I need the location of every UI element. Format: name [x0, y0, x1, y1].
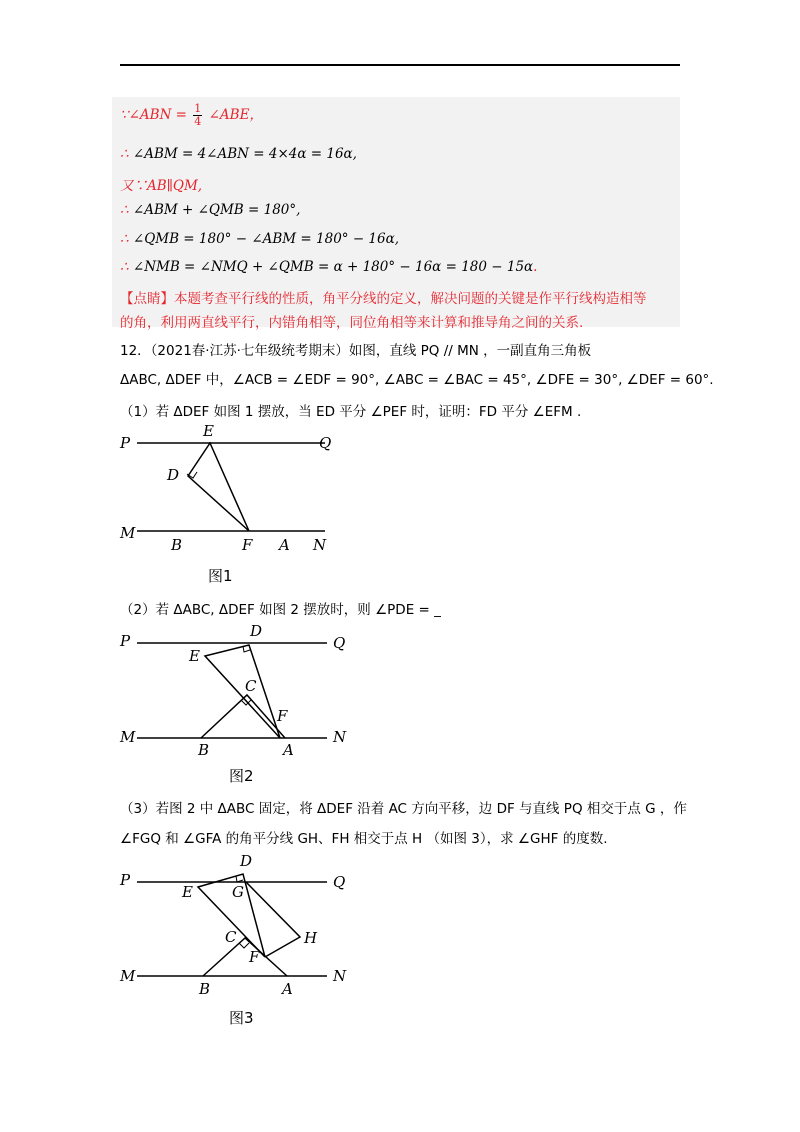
header-rule [120, 64, 680, 66]
line1-comma: ， [249, 107, 263, 123]
label-c: C [245, 677, 257, 695]
label-d: D [250, 622, 263, 640]
label-d: D [167, 466, 180, 484]
therefore-symbol: ∴ [120, 146, 129, 162]
label-e: E [182, 883, 193, 901]
fraction [193, 103, 202, 128]
triangle-def [188, 443, 249, 531]
solution-line-6 [120, 259, 537, 275]
label-q: Q [333, 873, 346, 891]
label-g: G [232, 883, 244, 901]
solution-line-3: 又∵AB∥QM, [120, 178, 203, 194]
label-h: H [304, 929, 318, 947]
solution-line-5 [120, 231, 399, 247]
label-p: P [120, 871, 131, 889]
line1-suffix: ∠ABE [208, 107, 250, 123]
label-m: M [120, 967, 136, 985]
label-b: B [199, 980, 211, 998]
line6-expr: ∠NMB = ∠NMQ + ∠QMB = α + 180° − 16α = 180 − 15α [132, 259, 534, 275]
label-f: F [277, 707, 288, 725]
label-n: N [333, 728, 347, 746]
right-angle-mark-c [239, 943, 249, 948]
question-part-2: （2）若 ΔABC, ΔDEF 如图 2 摆放时，则 ∠PDE = _ [120, 602, 441, 618]
comment-line-2: 的角，利用两直线平行，内错角相等，同位角相等来计算和推导角之间的关系. [120, 315, 584, 331]
therefore-symbol: ∴ [120, 231, 129, 247]
line4-expr: ∠ABM + ∠QMB = 180°, [132, 202, 301, 218]
fraction-num: 1 [194, 102, 202, 115]
label-q: Q [319, 434, 332, 452]
line2-expr: ∠ABM = 4∠ABN = 4×4α = 16α, [132, 146, 357, 162]
label-d: D [240, 852, 253, 870]
label-m: M [120, 524, 136, 542]
solution-line-1 [120, 103, 263, 128]
label-a: A [279, 536, 290, 554]
figure-3-caption: 图3 [229, 1009, 254, 1027]
label-a: A [283, 741, 294, 758]
label-m: M [120, 728, 136, 746]
comment-line-1: 【点睛】本题考查平行线的性质，角平分线的定义，解决问题的关键是作平行线构造相等 [120, 291, 647, 307]
question-part-3-1: （3）若图 2 中 ΔABC 固定，将 ΔDEF 沿着 AC 方向平移，边 DF 与直线 PQ 相交于点 G ，作 [120, 801, 687, 817]
label-n: N [313, 536, 327, 554]
therefore-symbol: ∴ [120, 259, 129, 275]
question-part-3-2: ∠FGQ 和 ∠GFA 的角平分线 GH、FH 相交于点 H （如图 3），求 ∠GHF 的度数. [120, 831, 608, 847]
line1-prefix: ∵∠ABN = [120, 107, 187, 123]
right-angle-mark-d [236, 876, 243, 882]
solution-line-2 [120, 146, 357, 162]
label-p: P [120, 434, 131, 452]
solution-line-4 [120, 202, 300, 218]
label-q: Q [333, 634, 346, 652]
question-intro-1: 12．（2021春·江苏·七年级统考期末）如图，直线 PQ // MN ，一副直角三角板 [120, 343, 592, 359]
label-f: F [242, 536, 253, 554]
fraction-den: 4 [194, 115, 202, 128]
label-b: B [198, 741, 210, 758]
label-a: A [282, 980, 293, 998]
figure-1 [115, 420, 355, 560]
figure-2-caption: 图2 [229, 767, 254, 785]
question-part-1: （1）若 ΔDEF 如图 1 摆放，当 ED 平分 ∠PEF 时，证明：FD 平分 ∠EFM . [120, 404, 582, 420]
label-p: P [120, 632, 131, 650]
label-f: F [249, 948, 260, 966]
question-intro-2: ΔABC, ΔDEF 中，∠ACB = ∠EDF = 90°, ∠ABC = ∠BAC = 45°, ∠DFE = 30°, ∠DEF = 60°. [120, 372, 714, 388]
label-e: E [189, 647, 200, 665]
figure-3 [115, 850, 355, 1000]
label-n: N [333, 967, 347, 985]
figure-1-caption: 图1 [208, 567, 233, 585]
label-e: E [203, 422, 214, 440]
figure-2 [115, 618, 355, 758]
line6-end: . [533, 259, 538, 275]
triangle-abc [203, 938, 287, 976]
label-b: B [171, 536, 183, 554]
line5-expr: ∠QMB = 180° − ∠ABM = 180° − 16α, [132, 231, 400, 247]
therefore-symbol: ∴ [120, 202, 129, 218]
label-c: C [225, 928, 237, 946]
